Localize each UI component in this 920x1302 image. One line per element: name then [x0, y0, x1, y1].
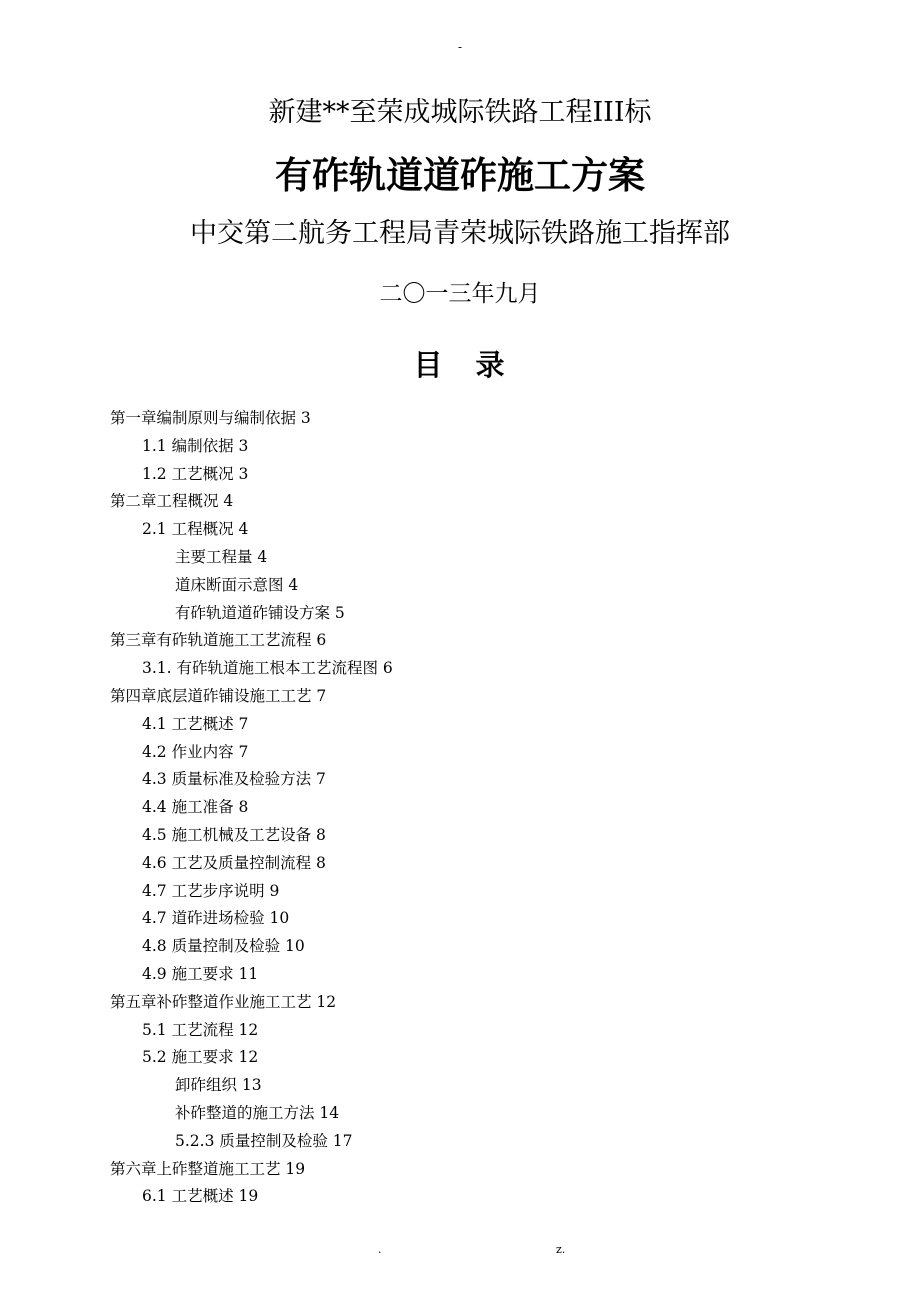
toc-chapter-entry[interactable]: 第五章补砟整道作业施工工艺 12 — [110, 992, 337, 1011]
document-date: 二〇一三年九月 — [379, 281, 541, 307]
toc-section-entry[interactable]: 4.5 施工机械及工艺设备 8 — [142, 826, 326, 844]
toc-section-entry[interactable]: 补砟整道的施工方法 14 — [175, 1104, 340, 1122]
toc-section-entry[interactable]: 4.4 施工准备 8 — [142, 798, 249, 817]
toc-chapter-entry[interactable]: 第六章上砟整道施工工艺 19 — [110, 1159, 306, 1178]
toc-section-entry[interactable]: 6.1 工艺概述 19 — [142, 1187, 259, 1206]
toc-section-entry[interactable]: 1.2 工艺概况 3 — [142, 464, 249, 483]
toc-section-entry[interactable]: 5.1 工艺流程 12 — [142, 1020, 259, 1039]
toc-heading: 目 录 — [413, 348, 507, 382]
footer-mark-left: . — [378, 1243, 382, 1256]
toc-section-entry[interactable]: 有砟轨道道砟铺设方案 5 — [175, 603, 345, 622]
toc-chapter-entry[interactable]: 第二章工程概况 4 — [110, 492, 234, 511]
toc-section-entry[interactable]: 4.2 作业内容 7 — [142, 742, 249, 761]
toc-section-entry[interactable]: 5.2.3 质量控制及检验 17 — [175, 1131, 353, 1150]
toc-section-entry[interactable]: 1.1 编制依据 3 — [142, 436, 249, 455]
toc-section-entry[interactable]: 3.1. 有砟轨道施工根本工艺流程图 6 — [142, 659, 393, 678]
toc-section-entry[interactable]: 4.6 工艺及质量控制流程 8 — [142, 853, 326, 872]
toc-section-entry[interactable]: 卸砟组织 13 — [175, 1076, 262, 1095]
toc-section-entry[interactable]: 2.1 工程概况 4 — [142, 520, 249, 539]
header-mark: - — [457, 40, 463, 54]
footer-mark-right: z. — [556, 1243, 566, 1256]
toc-section-entry[interactable]: 道床断面示意图 4 — [175, 575, 299, 594]
toc-section-entry[interactable]: 5.2 施工要求 12 — [142, 1048, 259, 1067]
toc-chapter-entry[interactable]: 第一章编制原则与编制依据 3 — [110, 409, 311, 427]
toc-chapter-entry[interactable]: 第三章有砟轨道施工工艺流程 6 — [110, 631, 327, 650]
toc-section-entry[interactable]: 4.1 工艺概述 7 — [142, 714, 249, 733]
toc-section-entry[interactable]: 主要工程量 4 — [175, 548, 268, 566]
toc-chapter-entry[interactable]: 第四章底层道砟铺设施工工艺 7 — [110, 687, 327, 705]
toc-section-entry[interactable]: 4.8 质量控制及检验 10 — [142, 937, 305, 956]
toc-section-entry[interactable]: 4.3 质量标准及检验方法 7 — [142, 770, 326, 789]
toc-section-entry[interactable]: 4.7 道砟进场检验 10 — [142, 909, 290, 928]
project-title: 新建**至荣成城际铁路工程III标 — [268, 97, 652, 128]
toc-section-entry[interactable]: 4.7 工艺步序说明 9 — [142, 881, 280, 900]
toc-section-entry[interactable]: 4.9 施工要求 11 — [142, 965, 259, 983]
organization-name: 中交第二航务工程局青荣城际铁路施工指挥部 — [190, 218, 730, 249]
document-title: 有砟轨道道砟施工方案 — [275, 153, 645, 197]
